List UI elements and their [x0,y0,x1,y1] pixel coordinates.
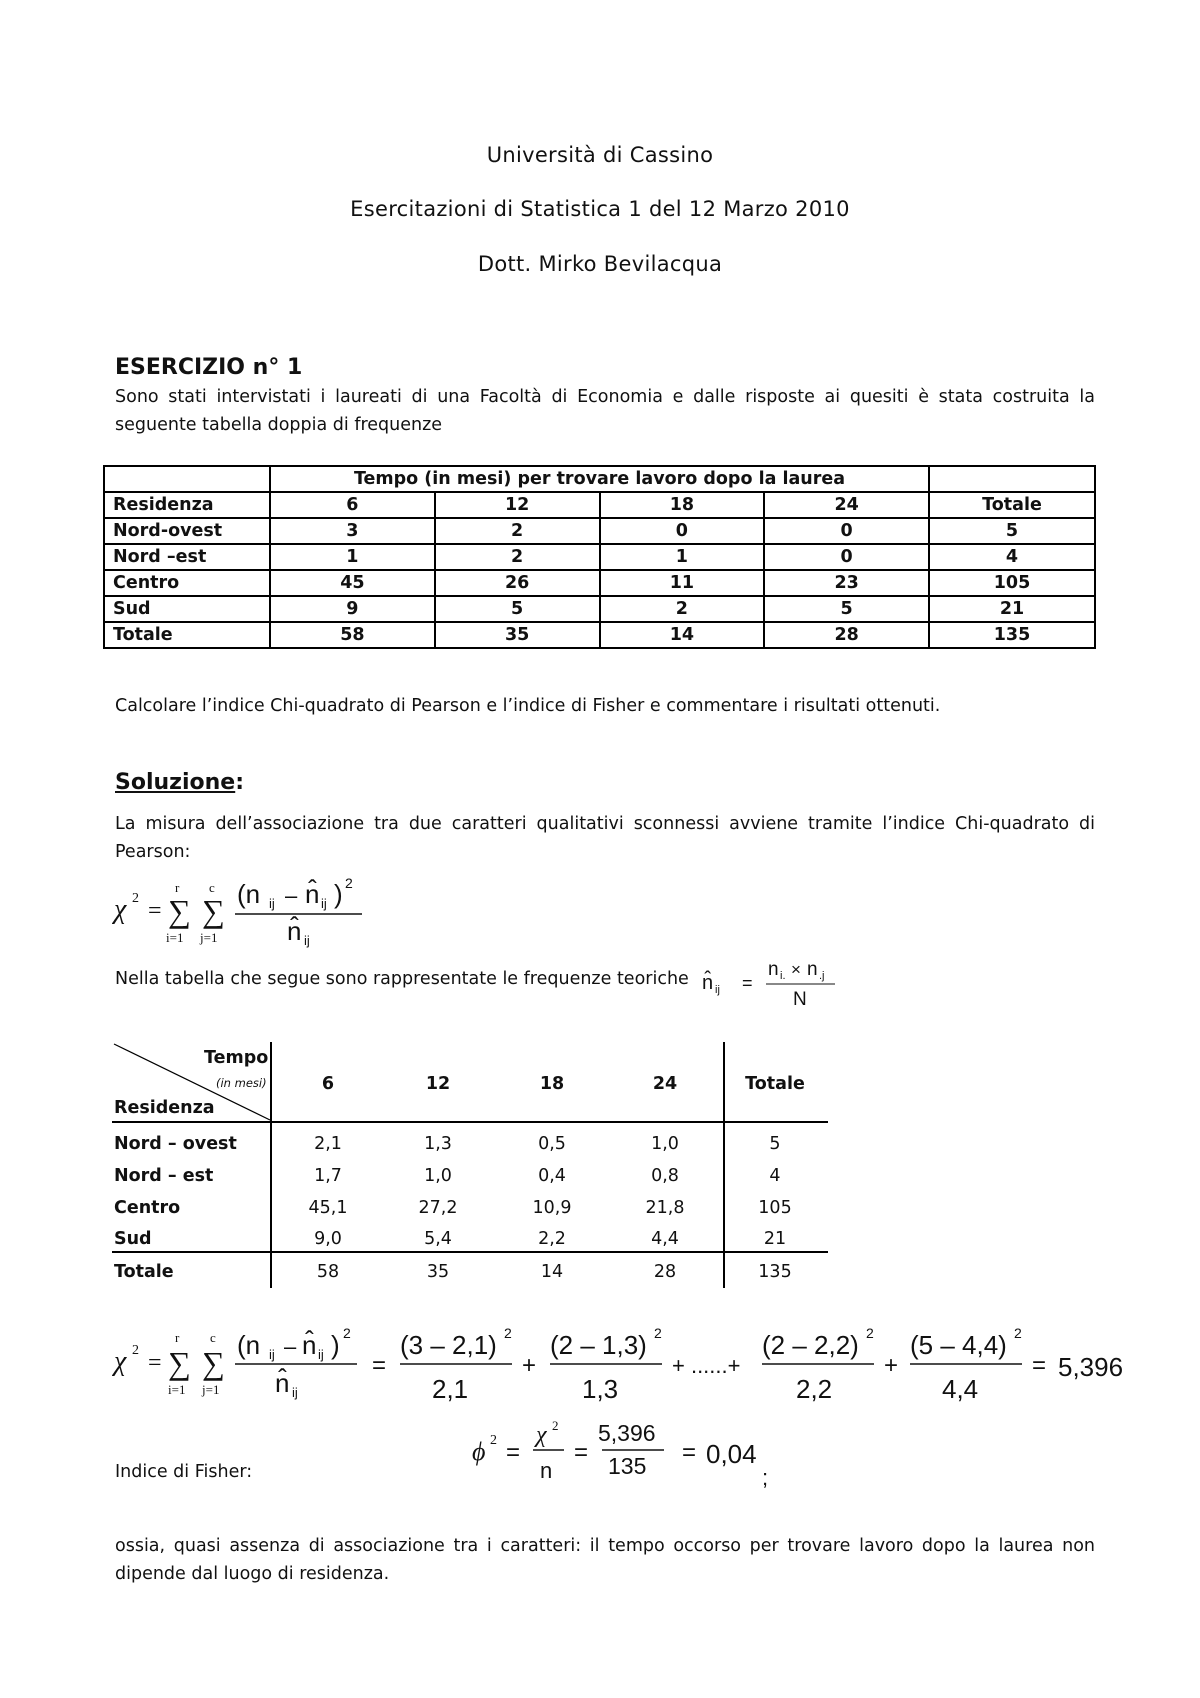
corner-header-bottom: Residenza [114,1098,215,1118]
table-cell: 21 [929,596,1095,622]
svg-text:N: N [793,989,807,1010]
fisher-numerator: 5,396 [598,1420,656,1446]
table-cell: 135 [758,1262,792,1282]
chi-square-computation-formula [112,1318,1102,1408]
svg-text:(2 – 2,2): (2 – 2,2) [762,1330,859,1360]
column-header: 24 [652,1074,678,1094]
table-cell: 35 [426,1262,450,1282]
svg-text:n: n [768,959,779,980]
svg-text:2,1: 2,1 [432,1374,469,1404]
table-cell: 0,5 [538,1134,566,1154]
svg-text:j=1: j=1 [200,930,218,945]
exercise-task: Calcolare l’indice Chi-quadrato di Pearson e l’indice di Fisher e commentare i risultati ottenuti. [115,696,941,716]
svg-text:2: 2 [490,1433,497,1448]
svg-text:j=1: j=1 [202,1382,220,1397]
table-cell: 2,2 [538,1229,566,1249]
table-cell: 4 [929,544,1095,570]
svg-text:=: = [682,1439,697,1466]
table-cell: 4,4 [651,1229,679,1249]
svg-text:4,4: 4,4 [942,1374,979,1404]
chi-square-result: 5,396 [1058,1352,1124,1382]
svg-text:2: 2 [552,1418,559,1433]
svg-text:=: = [148,898,162,924]
corner-header-top: Tempo [204,1048,269,1068]
table-header-row [104,492,1095,518]
svg-text:ϕ: ϕ [472,1437,486,1466]
svg-text:n̂: n̂ [702,972,714,994]
svg-text:c: c [209,880,215,895]
frequency-table [103,465,1096,649]
svg-text:χ: χ [536,1422,547,1448]
table-row [104,570,1095,596]
svg-text:n̂: n̂ [305,879,320,909]
row-label: Centro [114,1198,181,1218]
formula-semicolon: ; [762,1465,769,1490]
row-label: Totale [114,1262,174,1282]
svg-text:+: + [522,1352,537,1379]
column-header: Totale [745,1074,805,1094]
solution-heading: Soluzione: [115,770,245,795]
svg-text:c: c [210,1330,216,1345]
fisher-result: 0,04 [706,1439,757,1469]
svg-text:n̂: n̂ [302,1330,317,1360]
svg-text:ij: ij [292,1385,298,1400]
column-header: 6 [270,492,435,518]
row-label: Sud [104,596,270,622]
table-cell: 2 [435,544,600,570]
svg-text:=: = [742,973,753,993]
svg-text:n̂: n̂ [275,1368,290,1398]
table-cell: 28 [653,1262,677,1282]
svg-text:i=1: i=1 [166,930,184,945]
table-row [104,596,1095,622]
solution-title: Soluzione [115,770,236,795]
column-header: 6 [321,1074,335,1094]
svg-text:∑: ∑ [168,1345,191,1381]
table-cell: 5 [929,518,1095,544]
svg-text:∑: ∑ [202,893,225,929]
theoretical-freq-formula [700,955,860,1015]
table-cell: 5 [435,596,600,622]
svg-text:n: n [540,1458,553,1483]
svg-text:–: – [285,883,298,908]
table-cell: 21,8 [645,1198,685,1218]
table-cell: 28 [764,622,929,648]
solution-intro: La misura dell’associazione tra due caratteri qualitativi sconnessi avviene tramite l’indice Chi-quadrato di Pearson: [115,814,1095,862]
row-label: Nord – est [114,1166,214,1186]
column-header: 12 [425,1074,451,1094]
table-cell: 35 [435,622,600,648]
svg-text:): ) [331,1330,340,1360]
svg-text:ij: ij [321,896,327,911]
svg-text:2: 2 [1014,1325,1022,1341]
svg-text:ij: ij [715,984,720,996]
svg-text:∑: ∑ [168,893,191,929]
svg-text:(n: (n [237,1330,261,1360]
table-cell: 2 [600,596,765,622]
row-label: Sud [114,1229,152,1249]
theoretical-freq-text: Nella tabella che segue sono rappresentate le frequenze teoriche [115,969,689,989]
conclusion-text: ossia, quasi assenza di associazione tra i caratteri: il tempo occorso per trovare lavoro dopo la laurea non dipende dal luogo di residenza. [115,1536,1095,1584]
svg-text:2: 2 [132,891,139,906]
table-cell: 0 [764,544,929,570]
table-cell: 1,7 [314,1166,342,1186]
svg-text:(5 – 4,4): (5 – 4,4) [910,1330,1007,1360]
table-cell: 4 [769,1166,781,1186]
table-cell: 0,4 [538,1166,566,1186]
svg-text:2: 2 [132,1343,139,1358]
group-header: Tempo (in mesi) per trovare lavoro dopo la laurea [270,466,929,492]
svg-text:–: – [284,1334,297,1359]
university-title: Università di Cassino [486,143,714,167]
svg-text:+: + [884,1352,899,1379]
table-cell: 45 [270,570,435,596]
row-label: Totale [104,622,270,648]
svg-text:.j: .j [819,970,825,982]
svg-text:ij: ij [269,1347,275,1362]
svg-text:2: 2 [504,1325,512,1341]
svg-text:(2 – 1,3): (2 – 1,3) [550,1330,647,1360]
table-cell: 45,1 [308,1198,348,1218]
row-label: Nord-ovest [104,518,270,544]
svg-text:2: 2 [654,1325,662,1341]
table-cell: 3 [270,518,435,544]
table-cell: 14 [540,1262,564,1282]
table-cell: 11 [600,570,765,596]
table-cell: 105 [929,570,1095,596]
svg-text:r: r [175,880,180,895]
svg-text:2: 2 [345,875,353,891]
table-cell: 1,0 [424,1166,452,1186]
corner-header-sub: (in mesi) [216,1076,267,1090]
svg-text:=: = [372,1352,387,1379]
table-cell: 5 [764,596,929,622]
author-name: Dott. Mirko Bevilacqua [477,252,723,276]
table-cell: 27,2 [418,1198,458,1218]
row-label: Nord – ovest [114,1134,237,1154]
table-cell: 1 [270,544,435,570]
svg-text:n: n [807,959,818,980]
exercise-intro: Sono stati intervistati i laureati di una Facoltà di Economia e dalle risposte ai quesiti è stata costruita la seguente tabella doppia di frequenze [115,387,1095,435]
table-cell: 0,8 [651,1166,679,1186]
svg-text:(n: (n [237,879,261,909]
svg-text:×: × [791,960,801,979]
column-header: Totale [929,492,1095,518]
column-header: 24 [764,492,929,518]
svg-text:ij: ij [304,933,310,948]
svg-text:i.: i. [780,970,786,982]
table-cell: 5,4 [424,1229,452,1249]
svg-text:n̂: n̂ [287,916,302,946]
table-cell: 135 [929,622,1095,648]
svg-text:χ: χ [114,894,127,925]
svg-text:ij: ij [269,896,275,911]
course-title: Esercitazioni di Statistica 1 del 12 Marzo 2010 [350,197,850,221]
table-cell: 0 [600,518,765,544]
svg-text:=: = [148,1350,162,1376]
svg-text:2: 2 [343,1325,351,1341]
table-total-row [104,622,1095,648]
expected-frequencies-table [112,1042,830,1288]
table-cell: 14 [600,622,765,648]
table-cell: 23 [764,570,929,596]
table-cell: 105 [758,1198,792,1218]
table-row [104,518,1095,544]
table-cell: 26 [435,570,600,596]
fisher-denominator: 135 [608,1453,647,1479]
svg-text:ij: ij [318,1347,324,1362]
row-label: Nord –est [104,544,270,570]
column-header: Residenza [104,492,270,518]
table-cell: 58 [316,1262,340,1282]
table-cell: 1,3 [424,1134,452,1154]
svg-text:=: = [1032,1352,1047,1379]
chi-square-definition-formula [112,870,372,950]
table-cell: 9,0 [314,1229,342,1249]
svg-text:): ) [334,879,343,909]
fisher-label: Indice di Fisher: [115,1462,253,1482]
svg-text:∑: ∑ [202,1345,225,1381]
table-cell: 2,1 [314,1134,342,1154]
svg-text:r: r [175,1330,180,1345]
table-cell: 1 [600,544,765,570]
svg-text:i=1: i=1 [168,1382,186,1397]
table-cell: 10,9 [532,1198,572,1218]
column-header: 18 [539,1074,565,1094]
svg-text:+ ......+: + ......+ [672,1353,741,1378]
row-label: Centro [104,570,270,596]
svg-text:=: = [574,1439,589,1466]
table-cell: 58 [270,622,435,648]
table-cell: 1,0 [651,1134,679,1154]
table-cell: 2 [435,518,600,544]
svg-text:χ: χ [114,1346,127,1377]
svg-text:1,3: 1,3 [582,1374,619,1404]
table-cell: 0 [764,518,929,544]
svg-text:(3 – 2,1): (3 – 2,1) [400,1330,497,1360]
svg-text:2,2: 2,2 [796,1374,833,1404]
svg-text:2: 2 [866,1325,874,1341]
svg-text:=: = [506,1439,521,1466]
column-header: 18 [600,492,765,518]
table-cell: 9 [270,596,435,622]
table-cell: 21 [763,1229,787,1249]
table-cell: 5 [769,1134,781,1154]
table-row [104,544,1095,570]
exercise-title: ESERCIZIO n° 1 [115,355,303,380]
column-header: 12 [435,492,600,518]
